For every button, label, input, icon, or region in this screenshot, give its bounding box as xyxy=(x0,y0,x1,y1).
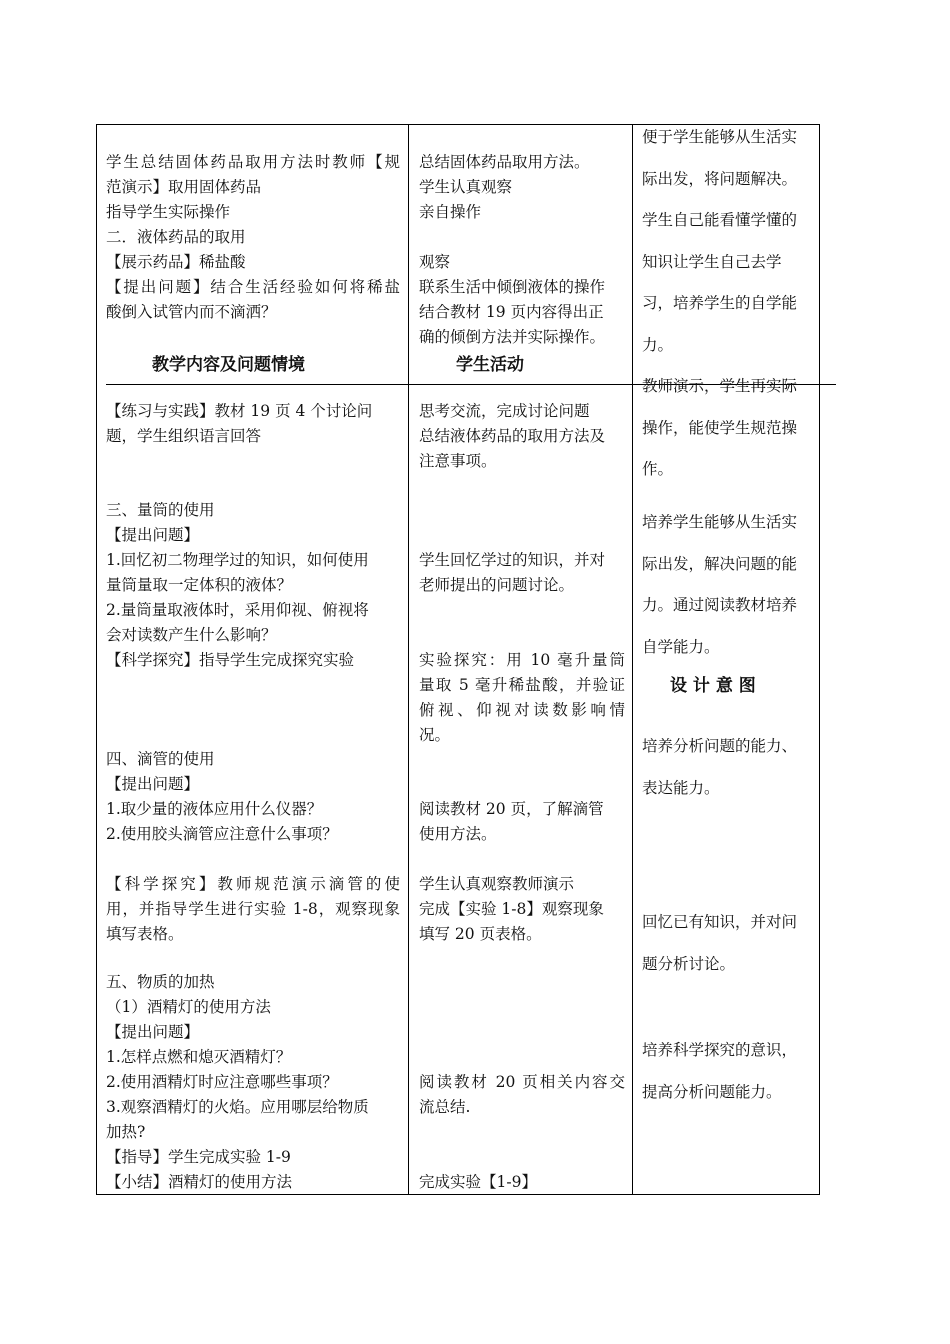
text-line: 二．液体药品的取用 xyxy=(106,228,246,246)
header-teaching-content: 教学内容及问题情境 xyxy=(152,355,305,375)
text-line: 【指导】学生完成实验 1-9 xyxy=(106,1148,291,1166)
col3-group-3 xyxy=(642,726,812,809)
text-line: 阅读教材 20 页，了解滴管 xyxy=(419,800,604,818)
text-line: 作。 xyxy=(642,460,674,478)
col3-group-1 xyxy=(642,117,812,491)
text-line: 提高分析问题能力。 xyxy=(642,1082,782,1101)
text-line: 填写 20 页表格。 xyxy=(419,925,542,943)
text-line: 学生自己能看懂学懂的 xyxy=(642,211,798,229)
text-line: 老师提出的问题讨论。 xyxy=(419,576,575,594)
header-student-activity: 学生活动 xyxy=(456,355,524,375)
col3-group-2 xyxy=(642,502,812,668)
main-col1-heating xyxy=(106,970,400,1195)
text-line: 流总结. xyxy=(419,1098,471,1116)
text-line: 【展示药品】稀盐酸 xyxy=(106,253,246,271)
text-line: 加热? xyxy=(106,1123,146,1141)
main-col2-finish xyxy=(419,1170,625,1195)
section-heading: 五、物质的加热 xyxy=(106,973,215,991)
top-col2-text xyxy=(419,150,625,350)
text-line: 2.使用酒精灯时应注意哪些事项？ xyxy=(106,1073,338,1091)
text-line: 量筒量取一定体积的液体？ xyxy=(106,576,293,594)
text-line: 总结液体药品的取用方法及 xyxy=(419,427,606,445)
text-line: 便于学生能够从生活实 xyxy=(642,128,798,146)
column-divider-1 xyxy=(408,124,409,1195)
col3-group-5 xyxy=(642,1030,812,1113)
main-col1-cylinder xyxy=(106,498,400,673)
text-line: 际出发，解决问题的能 xyxy=(642,554,798,573)
main-col2-discuss xyxy=(419,399,625,474)
header-design-intent: 设 计 意 图 xyxy=(670,676,756,696)
text-line: 阅读教材 20 页相关内容交 xyxy=(419,1073,625,1091)
top-col1-text xyxy=(106,150,400,325)
text-line: 俯视、仰视对读数影响情 xyxy=(419,701,625,719)
section-heading: 三、量筒的使用 xyxy=(106,501,215,519)
text-line: 使用方法。 xyxy=(419,825,497,843)
text-line: 亲自操作 xyxy=(419,203,482,221)
text-line: 量取 5 毫升稀盐酸，并验证 xyxy=(419,676,625,694)
text-line: 完成实验【1-9】 xyxy=(419,1173,537,1191)
text-line: 1.取少量的液体应用什么仪器？ xyxy=(106,800,323,818)
text-line: 回忆已有知识，并对问 xyxy=(642,913,798,931)
text-line: 表达能力。 xyxy=(642,778,720,797)
text-line: 培养科学探究的意识， xyxy=(642,1041,798,1059)
text-line: 学生回忆学过的知识，并对 xyxy=(419,551,606,569)
text-line: 会对读数产生什么影响？ xyxy=(106,626,277,644)
text-line: 学生认真观察教师演示 xyxy=(419,875,575,893)
main-col2-recall xyxy=(419,548,625,598)
text-line: 题分析讨论。 xyxy=(642,954,736,973)
text-line: 学生认真观察 xyxy=(419,178,513,196)
text-line: 酸倒入试管内而不滴洒？ xyxy=(106,303,277,321)
main-col2-experiment xyxy=(419,648,625,748)
main-col1-dropper-explore xyxy=(106,872,400,947)
text-line: 确的倾倒方法并实际操作。 xyxy=(419,328,606,346)
text-line: 注意事项。 xyxy=(419,452,497,470)
text-line: 【练习与实践】教材 19 页 4 个讨论问 xyxy=(106,402,373,420)
text-line: 际出发，将问题解决。 xyxy=(642,169,798,188)
text-line: 学生总结固体药品取用方法时教师【规 xyxy=(106,153,400,171)
text-line: 培养学生能够从生活实 xyxy=(642,513,798,531)
text-line: 思考交流，完成讨论问题 xyxy=(419,402,590,420)
main-col2-read-dropper xyxy=(419,797,625,847)
text-line: 3.观察酒精灯的火焰。应用哪层给物质 xyxy=(106,1098,369,1116)
text-line: 结合教材 19 页内容得出正 xyxy=(419,303,604,321)
column-divider-2 xyxy=(632,124,633,1195)
text-line: 【科学探究】指导学生完成探究实验 xyxy=(106,651,355,669)
text-line: 1.怎样点燃和熄灭酒精灯？ xyxy=(106,1048,292,1066)
table-border-right xyxy=(819,124,820,1195)
text-line: 实验探究：用 10 毫升量筒 xyxy=(419,651,625,669)
text-line: 教师演示，学生再实际 xyxy=(642,377,798,395)
text-line: 自学能力。 xyxy=(642,637,720,656)
text-line: 操作，能使学生规范操 xyxy=(642,418,798,437)
text-line: 联系生活中倾倒液体的操作 xyxy=(419,278,606,296)
text-line: 范演示】取用固体药品 xyxy=(106,178,262,196)
main-col2-read-lamp xyxy=(419,1070,625,1120)
text-line: 【提出问题】 xyxy=(106,526,200,544)
text-line: 培养分析问题的能力、 xyxy=(642,737,798,755)
text-line: 2.使用胶头滴管应注意什么事项？ xyxy=(106,825,338,843)
text-line: 指导学生实际操作 xyxy=(106,203,231,221)
text-line: 总结固体药品取用方法。 xyxy=(419,153,590,171)
blank-line xyxy=(419,225,625,250)
text-line: 1.回忆初二物理学过的知识，如何使用 xyxy=(106,551,369,569)
text-line: 【科学探究】教师规范演示滴管的使 xyxy=(106,875,400,893)
text-line: 观察 xyxy=(419,253,451,271)
text-line: 题，学生组织语言回答 xyxy=(106,427,262,445)
text-line: 知识让学生自己去学 xyxy=(642,252,782,271)
text-line: 【小结】酒精灯的使用方法 xyxy=(106,1173,293,1191)
text-line: 力。通过阅读教材培养 xyxy=(642,596,798,614)
text-line: 【提出问题】 xyxy=(106,1023,200,1041)
text-line: 【提出问题】 xyxy=(106,775,200,793)
text-line: 完成【实验 1-8】观察现象 xyxy=(419,900,604,918)
text-line: 用，并指导学生进行实验 1-8，观察现象 xyxy=(106,900,400,918)
text-line: 习，培养学生的自学能 xyxy=(642,294,798,312)
text-line: 2.量筒量取液体时，采用仰视、俯视将 xyxy=(106,601,369,619)
text-line: 力。 xyxy=(642,335,674,354)
main-col1-dropper xyxy=(106,747,400,847)
text-line: 况。 xyxy=(419,726,451,744)
text-line: 【提出问题】结合生活经验如何将稀盐 xyxy=(106,278,400,296)
section-heading: 四、滴管的使用 xyxy=(106,750,215,768)
main-col2-observe-demo xyxy=(419,872,625,947)
main-col1-practice xyxy=(106,399,400,449)
table-border-left xyxy=(96,124,97,1195)
col3-group-4 xyxy=(642,902,812,985)
text-line: 填写表格。 xyxy=(106,925,184,943)
text-line: （1）酒精灯的使用方法 xyxy=(106,998,271,1016)
